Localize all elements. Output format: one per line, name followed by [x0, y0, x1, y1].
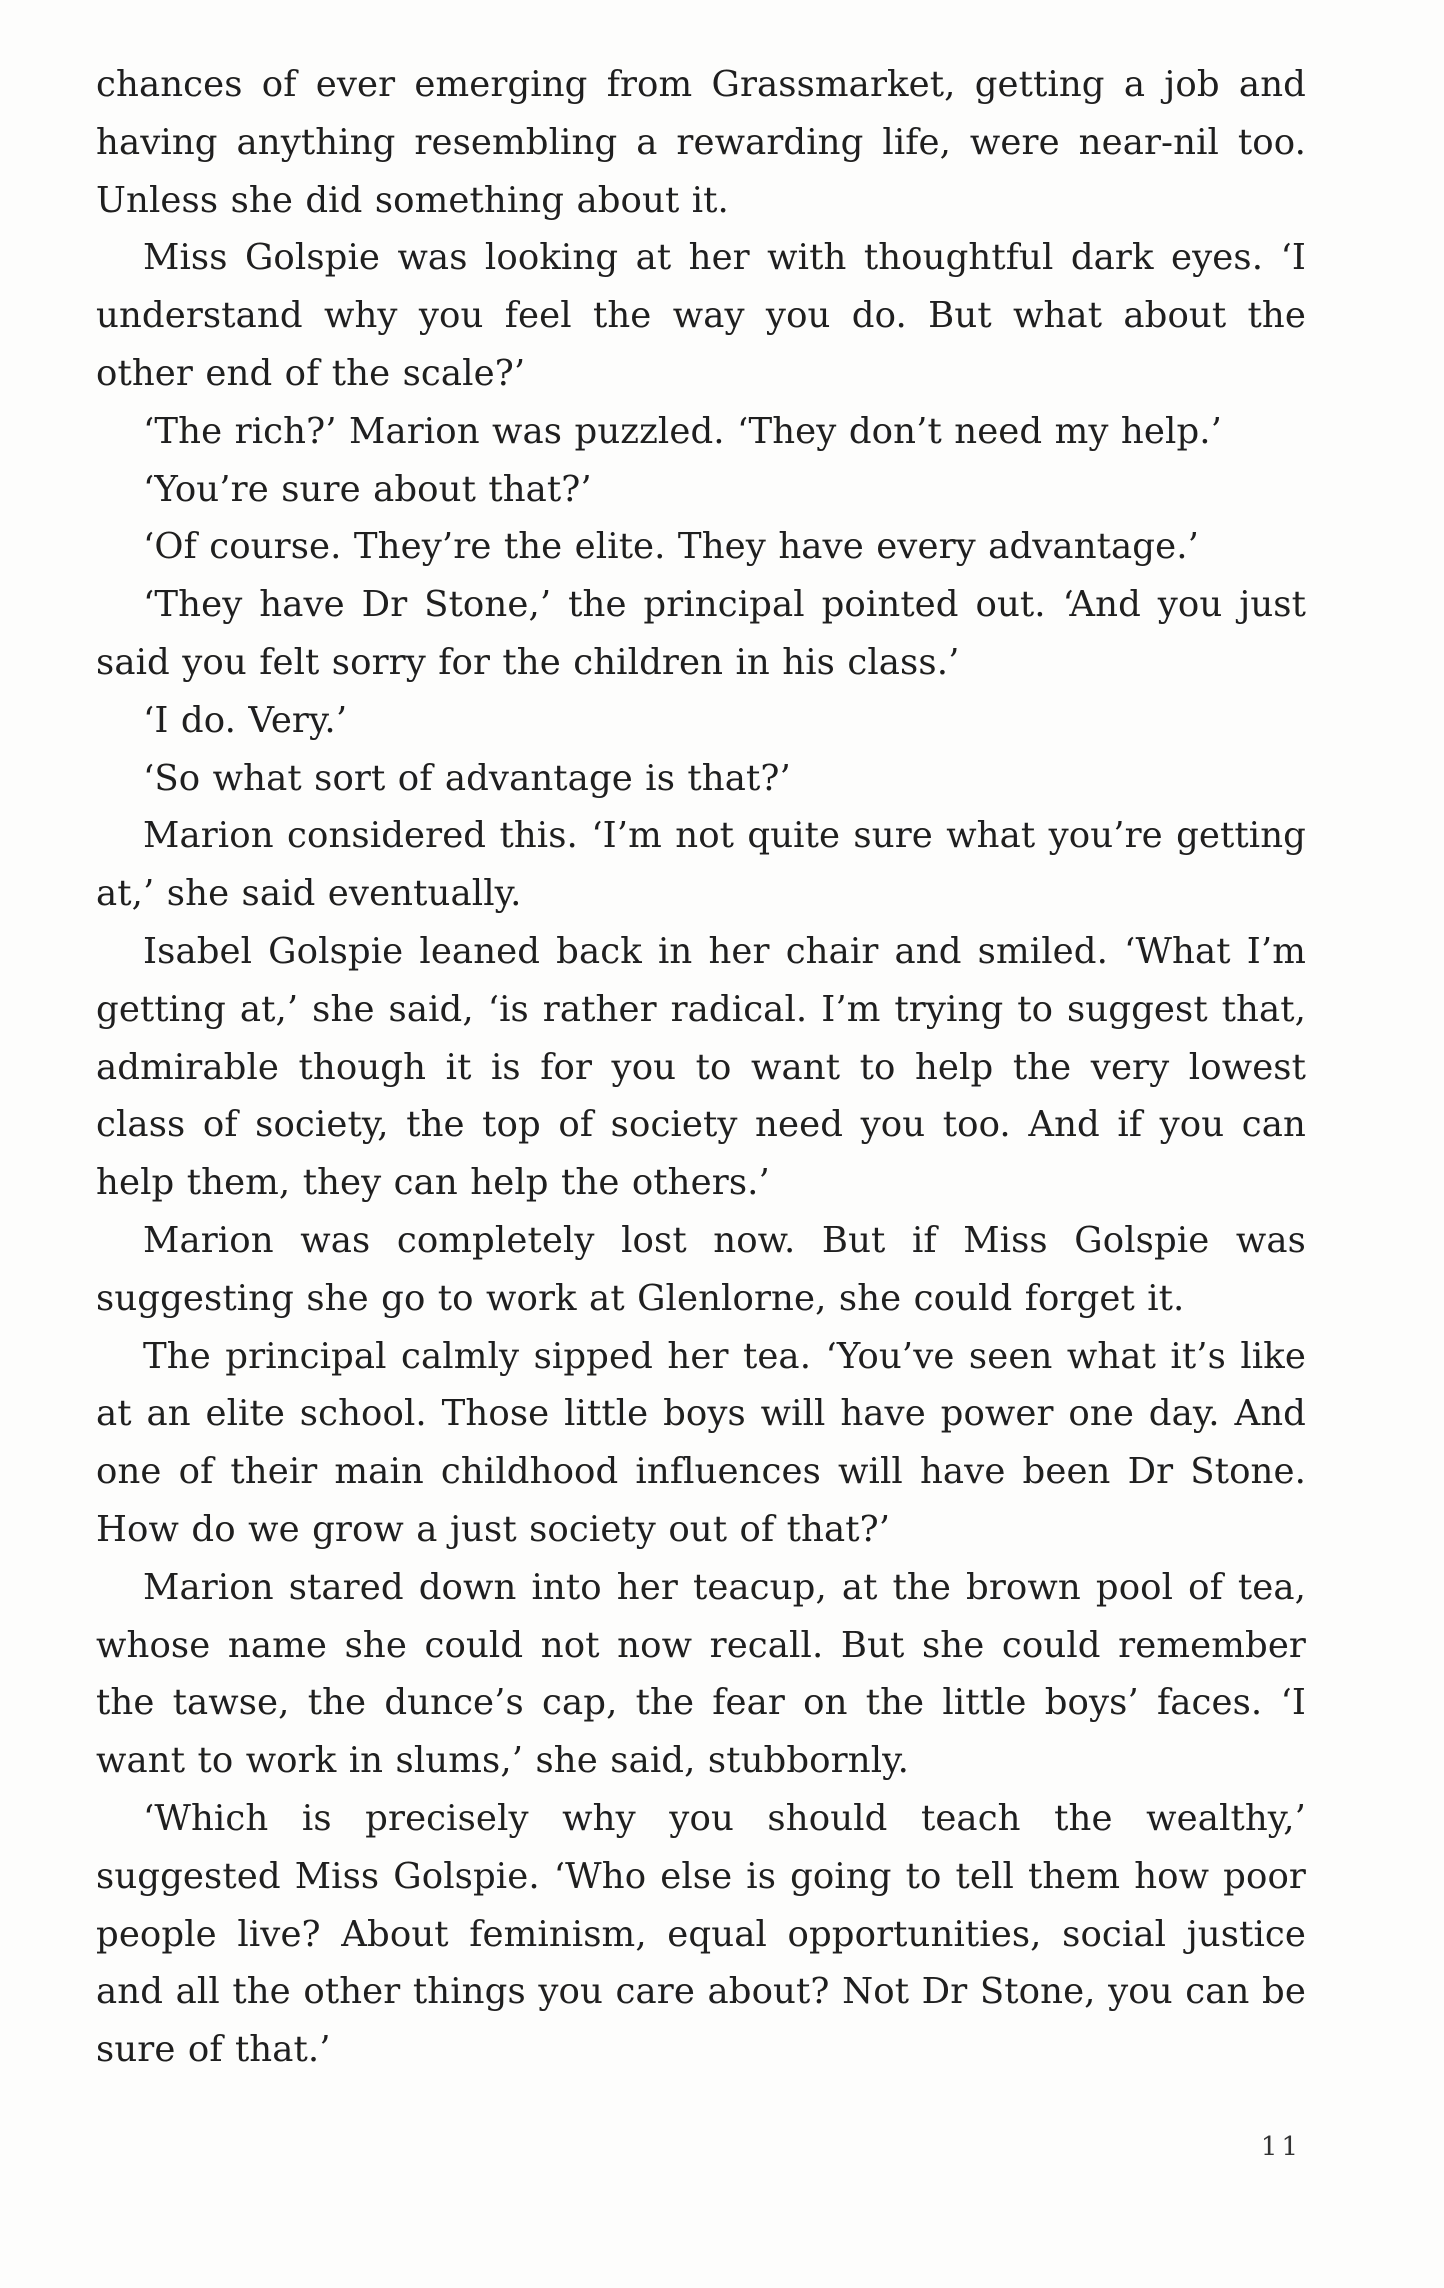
paragraph: Marion stared down into her teacup, at the brown pool of tea, whose name she could not now recall. But she could remember the tawse, the dunce’s cap, the fear on the little boys’ faces. ‘I want to work in slums,’ she said, stubbornly. — [96, 1566, 1306, 1782]
paragraph: Marion considered this. ‘I’m not quite sure what you’re getting at,’ she said eventually. — [96, 815, 1306, 915]
paragraph: Isabel Golspie leaned back in her chair and smiled. ‘What I’m getting at,’ she said, ‘is rather radical. I’m trying to suggest that, admirable though it is for you to want to help the very lowest class of society, the top of society need you too. And if you can help them, they can help the others.’ — [96, 930, 1306, 1204]
paragraph: ‘The rich?’ Marion was puzzled. ‘They don’t need my help.’ — [143, 410, 1223, 452]
paragraph-continuation: chances of ever emerging from Grassmarket, getting a job and having anything resembling a rewarding life, were near-nil too. Unless she did something about it. — [96, 64, 1306, 221]
paragraph: ‘They have Dr Stone,’ the principal pointed out. ‘And you just said you felt sorry for the children in his class.’ — [96, 584, 1306, 683]
paragraph: ‘So what sort of advantage is that?’ — [143, 757, 791, 799]
paragraph: Miss Golspie was looking at her with thoughtful dark eyes. ‘I understand why you feel the way you do. But what about the other end of the scale?’ — [96, 237, 1306, 394]
page-number: 11 — [1260, 2132, 1302, 2162]
paragraph: ‘You’re sure about that?’ — [143, 468, 592, 510]
paragraph: The principal calmly sipped her tea. ‘You’ve seen what it’s like at an elite school. Those little boys will have power one day. And one of their main childhood influences will have been Dr Stone. How do we grow a just society out of that?’ — [96, 1335, 1306, 1550]
paragraph: ‘Of course. They’re the elite. They have every advantage.’ — [143, 526, 1199, 568]
paragraph: ‘I do. Very.’ — [143, 699, 348, 741]
paragraph: ‘Which is precisely why you should teach the wealthy,’ suggested Miss Golspie. ‘Who else is going to tell them how poor people live? About feminism, equal opportunities, social justice and all the other things you care about? Not Dr Stone, you can be sure of that.’ — [96, 1797, 1306, 2071]
body-text — [96, 56, 1306, 2079]
paragraph: Marion was completely lost now. But if Miss Golspie was suggesting she go to work at Glenlorne, she could forget it. — [96, 1219, 1306, 1319]
